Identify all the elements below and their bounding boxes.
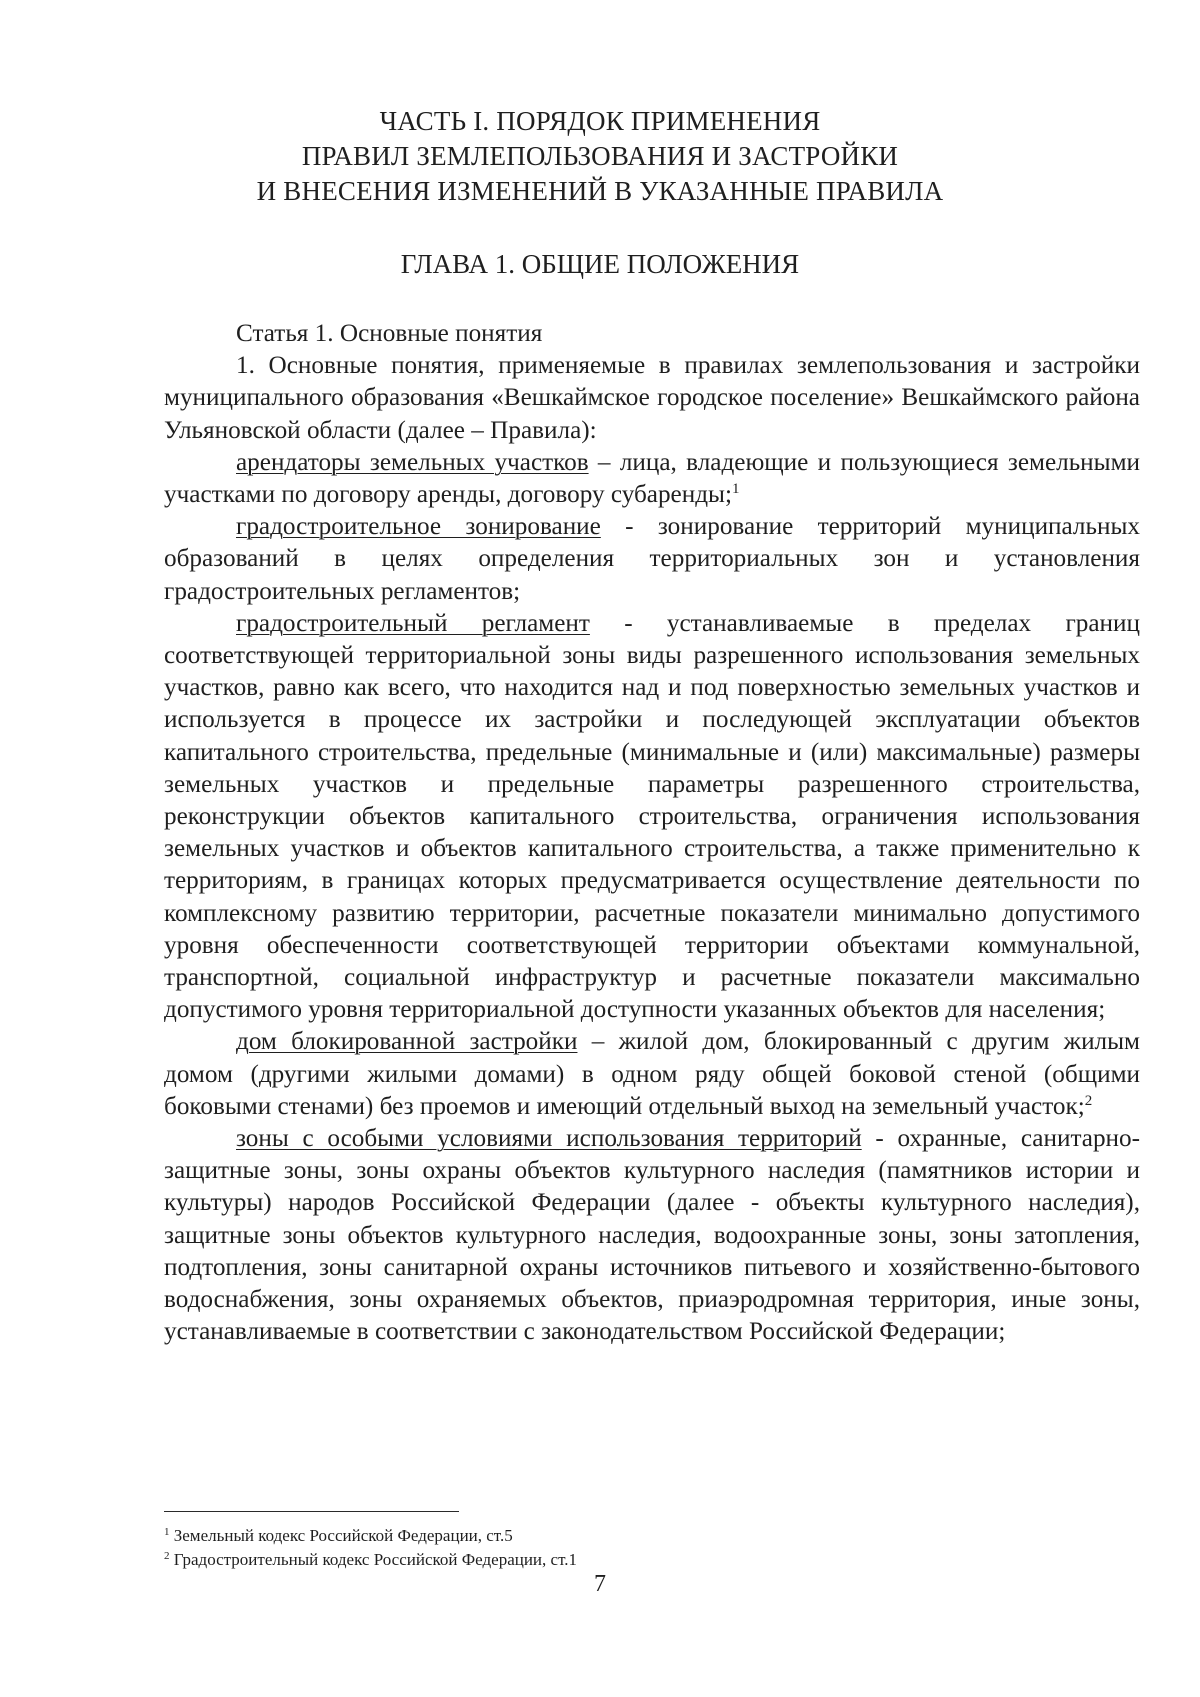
definition-text: – лица, владеющие и пользующиеся земельными участками по договору аренды, договору субаренды; [164,448,1140,509]
definition-term: зоны с особыми условиями использования территорий [236,1125,862,1153]
footnote-divider [164,1511,459,1512]
footnotes [164,1524,1140,1572]
definition-term: градостроительный регламент [236,609,590,637]
part-title-line: И ВНЕСЕНИЯ ИЗМЕНЕНИЙ В УКАЗАННЫЕ ПРАВИЛА [256,176,944,206]
part-title-line: ЧАСТЬ I. ПОРЯДОК ПРИМЕНЕНИЯ [379,106,821,136]
footnote-reference: 2 [1084,1092,1093,1109]
definition-text: - устанавливаемые в пределах границ соответствующей территориальной зоны виды разрешенного использования земельных участков, равно как всего, что находится над и под поверхностью земельных участков и используется в процессе их застройки и последующей эксплуатации объектов капитального строительства, предельные (минимальные и (или) максимальные) размеры земельных участков и предельные параметры разрешенного строительства, реконструкции объектов капитального строительства, ограничения использования земельных участков и объектов капитального строительства, а также применительно к территориям, в границах которых предусматривается осуществление деятельности по комплексному развитию территории, расчетные показатели минимально допустимого уровня обеспеченности соответствующей территории объектами коммунальной, транспортной, социальной инфраструктур и расчетные показатели максимально допустимого уровня территориальной доступности указанных объектов для населения; [164,609,1140,1024]
definition-term: арендаторы земельных участков [236,448,589,476]
footnote-number: 1 [164,1526,170,1538]
chapter-title: ГЛАВА 1. ОБЩИЕ ПОЛОЖЕНИЯ [400,249,800,279]
definition-text: - охранные, санитарно-защитные зоны, зоны охраны объектов культурного наследия (памятников истории и культуры) народов Российской Федерации (далее - объекты культурного наследия), защитные зоны объектов культурного наследия, водоохранные зоны, зоны затопления, подтопления, зоны санитарной охраны источников питьевого и хозяйственно-бытового водоснабжения, зоны охраняемых объектов, приаэродромная территория, иные зоны, устанавливаемые в соответствии с законодательством Российской Федерации; [164,1125,1140,1346]
definition-paragraph [164,1026,1140,1123]
definition-term: градостроительное зонирование [236,513,601,541]
footnote-text: Градостроительный кодекс Российской Федерации, ст.1 [169,1550,577,1569]
definition-paragraph [164,511,1140,608]
part-title-line: ПРАВИЛ ЗЕМЛЕПОЛЬЗОВАНИЯ И ЗАСТРОЙКИ [301,141,899,171]
footnote-text: Земельный кодекс Российской Федерации, ст.5 [169,1526,513,1545]
definition-paragraph [164,608,1140,1027]
footnote-reference: 1 [731,481,740,498]
page-number: 7 [594,1571,606,1597]
article-title: Статья 1. Основные понятия [236,320,543,347]
footnote [164,1524,1140,1548]
footnote-number: 2 [164,1550,170,1562]
definition-text: – жилой дом, блокированный с другим жилым домом (другими жилыми домами) в одном ряду общей боковой стеной (общими боковыми стенами) без проемов и имеющий отдельный выход на земельный участок; [164,1028,1140,1120]
definition-paragraph [164,447,1140,511]
document-body [164,318,1140,1349]
definition-term: дом блокированной застройки [236,1028,578,1056]
intro-paragraph: 1. Основные понятия, применяемые в правилах землепользования и застройки муниципального образования «Вешкаймское городское поселение» Вешкаймского района Ульяновской области (далее – Правила): [164,352,1140,444]
definition-paragraph [164,1123,1140,1348]
definition-text: - зонирование территорий муниципальных образований в целях определения территориальных зон и установления градостроительных регламентов; [164,513,1140,605]
part-title [0,104,1200,209]
